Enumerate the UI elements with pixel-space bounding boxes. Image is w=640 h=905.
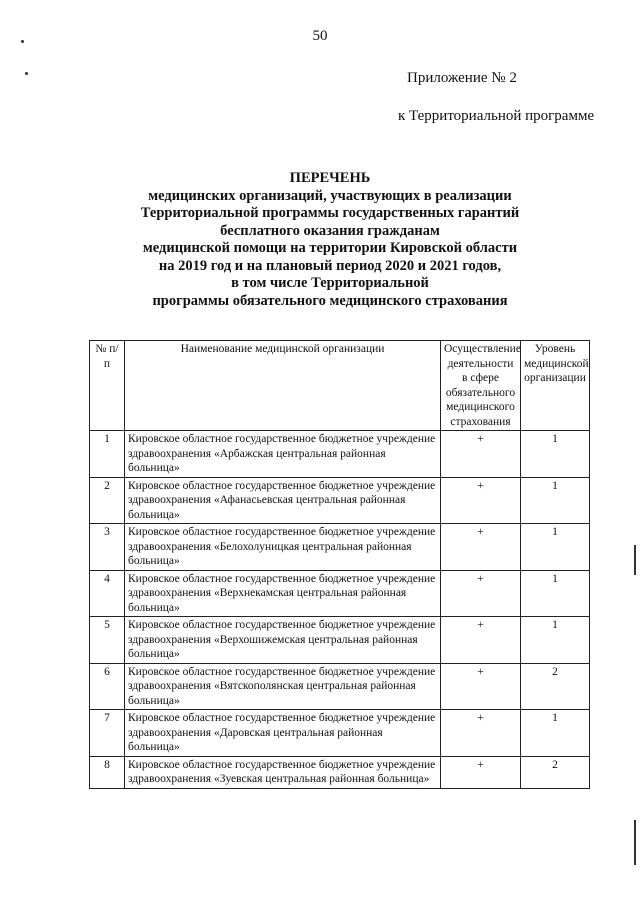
organization-level-cell: 1	[521, 570, 590, 617]
scan-edge-mark-1	[634, 545, 636, 575]
oms-participation-cell: +	[441, 570, 521, 617]
organization-name-cell: Кировское областное государственное бюджетное учреждение здравоохранения «Белохолуницкая центральная районная больница»	[125, 524, 441, 571]
organizations-table	[89, 340, 590, 789]
title-line: медицинских организаций, участвующих в реализации	[148, 187, 512, 204]
header-oms: Осуществление деятельности в сфере обязательного медицинского страхования	[441, 341, 521, 431]
header-level: Уровень медицинской организации	[521, 341, 590, 431]
title-line: Территориальной программы государственных гарантий	[140, 205, 520, 221]
oms-participation-cell: +	[441, 477, 521, 524]
organization-name-cell: Кировское областное государственное бюджетное учреждение здравоохранения «Даровская центральная районная больница»	[125, 710, 441, 757]
title-heading: ПЕРЕЧЕНЬ	[289, 170, 371, 186]
row-number-cell: 5	[90, 617, 125, 664]
table-row	[90, 663, 590, 710]
header-organization-name: Наименование медицинской организации	[125, 341, 441, 431]
table-row	[90, 710, 590, 757]
oms-participation-cell: +	[441, 710, 521, 757]
row-number-cell: 7	[90, 710, 125, 757]
title-line: бесплатного оказания гражданам	[220, 222, 440, 239]
organization-level-cell: 2	[521, 663, 590, 710]
table-row	[90, 477, 590, 524]
page-number: 50	[312, 28, 328, 44]
organization-level-cell: 1	[521, 524, 590, 571]
appendix-reference: к Территориальной программе	[398, 108, 595, 124]
title-line: программы обязательного медицинского страхования	[152, 292, 508, 309]
organization-level-cell: 1	[521, 710, 590, 757]
table-row	[90, 617, 590, 664]
title-line: в том числе Территориальной	[231, 275, 429, 291]
organization-name-cell: Кировское областное государственное бюджетное учреждение здравоохранения «Зуевская центральная районная больница»	[125, 756, 441, 788]
scan-edge-mark-2	[634, 820, 636, 865]
oms-participation-cell: +	[441, 524, 521, 571]
organization-name-cell: Кировское областное государственное бюджетное учреждение здравоохранения «Вятскополянская центральная районная больница»	[125, 663, 441, 710]
table-row	[90, 570, 590, 617]
header-number: № п/п	[90, 341, 125, 431]
oms-participation-cell: +	[441, 663, 521, 710]
organization-name-cell: Кировское областное государственное бюджетное учреждение здравоохранения «Афанасьевская центральная районная больница»	[125, 477, 441, 524]
row-number-cell: 8	[90, 756, 125, 788]
row-number-cell: 2	[90, 477, 125, 524]
row-number-cell: 3	[90, 524, 125, 571]
organization-level-cell: 1	[521, 431, 590, 478]
title-line: на 2019 год и на плановый период 2020 и 2021 годов,	[158, 257, 502, 274]
row-number-cell: 4	[90, 570, 125, 617]
oms-participation-cell: +	[441, 617, 521, 664]
organization-level-cell: 1	[521, 477, 590, 524]
oms-participation-cell: +	[441, 756, 521, 788]
row-number-cell: 1	[90, 431, 125, 478]
row-number-cell: 6	[90, 663, 125, 710]
organization-level-cell: 2	[521, 756, 590, 788]
table-row	[90, 756, 590, 788]
title-lines	[80, 188, 580, 311]
table-header-row	[90, 341, 590, 431]
organization-name-cell: Кировское областное государственное бюджетное учреждение здравоохранения «Верхнекамская центральная районная больница»	[125, 570, 441, 617]
table-row	[90, 431, 590, 478]
organization-level-cell: 1	[521, 617, 590, 664]
scan-dot-second	[25, 72, 28, 75]
table-row	[90, 524, 590, 571]
organization-name-cell: Кировское областное государственное бюджетное учреждение здравоохранения «Арбажская центральная районная больница»	[125, 431, 441, 478]
oms-participation-cell: +	[441, 431, 521, 478]
organization-name-cell: Кировское областное государственное бюджетное учреждение здравоохранения «Верхошижемская центральная районная больница»	[125, 617, 441, 664]
title-line: медицинской помощи на территории Кировской области	[142, 240, 518, 256]
appendix-label: Приложение № 2	[407, 70, 517, 86]
document-title	[80, 170, 580, 310]
table-body	[90, 431, 590, 789]
